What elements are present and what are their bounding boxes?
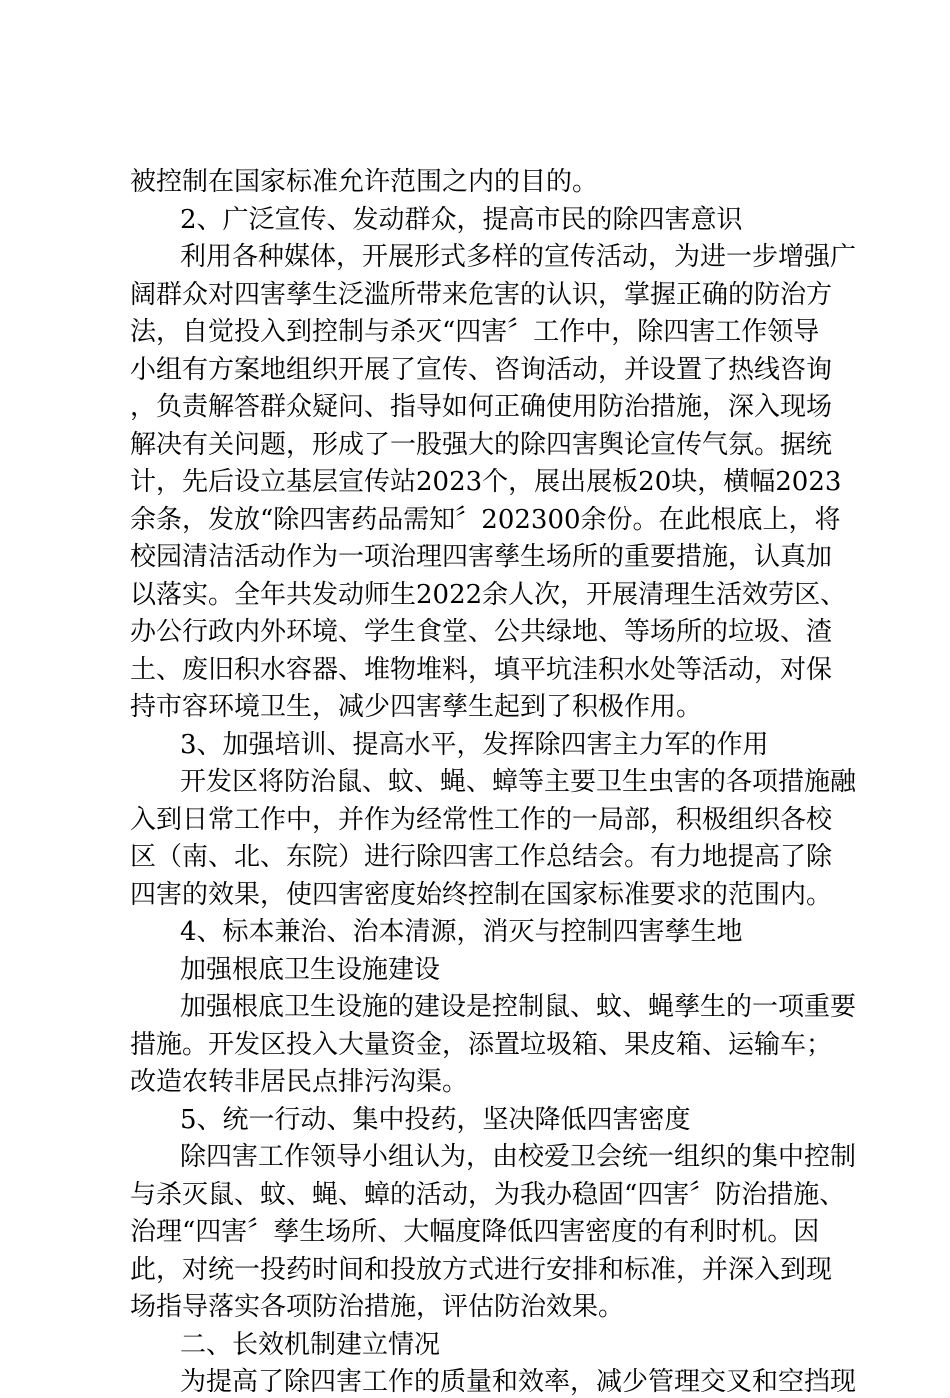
text-line: 场指导落实各项防治措施，评估防治效果。 <box>130 1292 625 1322</box>
text-line: 持市容环境卫生，减少四害孳生起到了积极作用。 <box>130 692 703 722</box>
text-line: 法，自觉投入到控制与杀灭“四害〞工作中，除四害工作领导 <box>130 317 820 347</box>
text-line: ，负责解答群众疑问、指导如何正确使用防治措施，深入现场 <box>130 392 833 422</box>
text-line: 入到日常工作中，并作为经常性工作的一局部，积极组织各校 <box>130 805 833 835</box>
text-line: 土、废旧积水容器、堆物堆料，填平坑洼积水处等活动，对保 <box>130 655 833 685</box>
text-line: 区（南、北、东院）进行除四害工作总结会。有力地提高了除 <box>130 842 833 872</box>
section-heading: 2、广泛宣传、发动群众，提高市民的除四害意识 <box>180 205 743 235</box>
text-line: 加强根底卫生设施的建设是控制鼠、蚊、蝇孳生的一项重要 <box>180 992 857 1022</box>
text-line: 被控制在国家标准允许范围之内的目的。 <box>130 167 599 197</box>
text-line: 除四害工作领导小组认为，由校爱卫会统一组织的集中控制 <box>180 1142 857 1172</box>
text-line: 此，对统一投药时间和投放方式进行安排和标准，并深入到现 <box>130 1255 833 1285</box>
section-heading: 3、加强培训、提高水平，发挥除四害主力军的作用 <box>180 730 769 760</box>
text-line: 治理“四害〞孳生场所、大幅度降低四害密度的有利时机。因 <box>130 1217 820 1247</box>
text-line: 以落实。全年共发动师生2022余人次，开展清理生活效劳区、 <box>130 580 847 610</box>
text-line: 为提高了除四害工作的质量和效率，减少管理交叉和空挡现 <box>180 1367 857 1397</box>
section-heading: 4、标本兼治、治本清源，消灭与控制四害孳生地 <box>180 917 743 947</box>
text-line: 解决有关问题，形成了一股强大的除四害舆论宣传气氛。据统 <box>130 430 833 460</box>
section-heading: 二、长效机制建立情况 <box>180 1330 441 1360</box>
text-line: 办公行政内外环境、学生食堂、公共绿地、等场所的垃圾、渣 <box>130 617 833 647</box>
text-line: 措施。开发区投入大量资金，添置垃圾箱、果皮箱、运输车； <box>130 1030 833 1060</box>
text-line: 与杀灭鼠、蚊、蝇、蟑的活动，为我办稳固“四害〞防治措施、 <box>130 1180 846 1210</box>
text-line: 阔群众对四害孳生泛滥所带来危害的认识，掌握正确的防治方 <box>130 280 833 310</box>
text-line: 小组有方案地组织开展了宣传、咨询活动，并设置了热线咨询 <box>130 355 833 385</box>
text-line: 四害的效果，使四害密度始终控制在国家标准要求的范围内。 <box>130 880 833 910</box>
text-line: 计，先后设立基层宣传站2023个，展出展板20块，横幅2023 <box>130 467 842 497</box>
text-line: 利用各种媒体，开展形式多样的宣传活动，为进一步增强广 <box>180 242 857 272</box>
text-line: 开发区将防治鼠、蚊、蝇、蟑等主要卫生虫害的各项措施融 <box>180 767 857 797</box>
text-line: 余条，发放“除四害药品需知〞202300余份。在此根底上，将 <box>130 505 841 535</box>
subsection-heading: 加强根底卫生设施建设 <box>180 955 441 985</box>
text-line: 校园清洁活动作为一项治理四害孳生场所的重要措施，认真加 <box>130 542 833 572</box>
text-line: 改造农转非居民点排污沟渠。 <box>130 1067 469 1097</box>
section-heading: 5、统一行动、集中投药，坚决降低四害密度 <box>180 1105 691 1135</box>
